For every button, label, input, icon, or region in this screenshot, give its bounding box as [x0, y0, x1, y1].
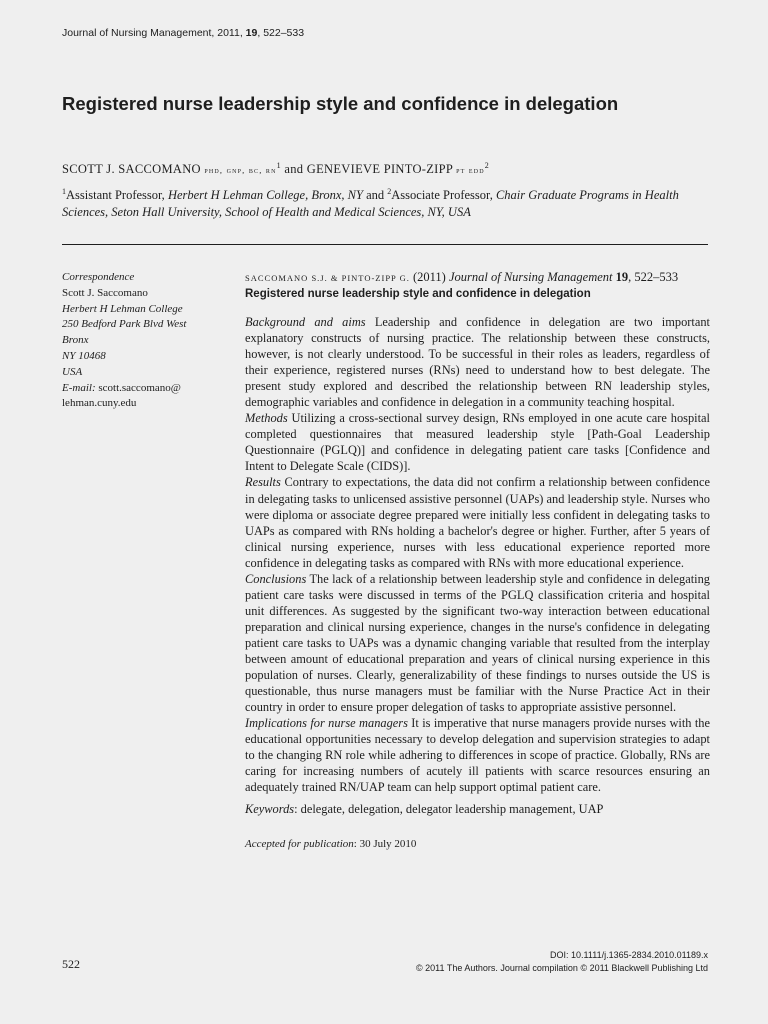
citation-pages: , 522–533 [628, 270, 679, 284]
abstract-implications [245, 715, 710, 795]
email-label: E-mail: [62, 381, 96, 394]
citation-authors: SACCOMANO S.J. & PINTO-ZIPP G. [245, 273, 410, 283]
affiliation-1-role: Assistant Professor, [66, 188, 168, 203]
page-number: 522 [62, 957, 80, 971]
author-1-affiliation-marker: 1 [276, 161, 281, 170]
journal-name: Journal of Nursing Management, 2011, [62, 27, 243, 39]
abstract-background-label: Background and aims [245, 315, 366, 329]
author-2-credentials: pt edd [456, 165, 485, 176]
copyright-line [416, 962, 708, 975]
correspondence-name: Scott J. Saccomano [62, 286, 148, 299]
abstract-methods-text: Utilizing a cross-sectional survey design, RNs employed in one acute care hospital completed questionnaires that measured leadership style [Path-Goal Leadership Questionnaire (PGLQ)] and confidence in delegating patient care tasks [Confidence and Intent to Delegate Scale (CIDS)]. [245, 411, 710, 474]
affiliations [62, 183, 722, 221]
correspondence-institution: Herbert H Lehman College [62, 302, 183, 315]
citation-line [245, 270, 710, 286]
author-line [62, 161, 489, 177]
header-divider [62, 244, 708, 245]
main-column [245, 270, 710, 851]
author-2-name: GENEVIEVE PINTO-ZIPP [306, 162, 453, 177]
copyright-publisher: 2011 Blackwell Publishing Ltd [587, 962, 708, 973]
journal-volume: 19 [245, 27, 258, 39]
citation-volume: 19 [615, 270, 629, 284]
abstract-results-text: Contrary to expectations, the data did not confirm a relationship between confidence in delegating tasks to unlicensed assistive personnel (UAPs) and leadership style. Nurses who were diploma or associate degree prepared were initially less confident in delegating tasks to UAPs as compared with RNs holding a bachelor's degree or higher. Further, after 5 years of clinical nursing experience, nurses with less educational experience reported more confidence in delegating tasks as compared with RNs with more educational experience. [245, 475, 710, 570]
abstract-implications-label: Implications for nurse managers [245, 716, 408, 731]
correspondence-country: USA [62, 365, 83, 378]
correspondence-block [62, 270, 232, 412]
abstract-methods-label: Methods [245, 411, 288, 426]
footer-doi-copyright [416, 949, 708, 974]
abstract-implications-text: It is imperative that nurse managers provide nurses with the educational opportunities necessary to develop delegation and supervision strategies to adapt to the changing RN role while adhering to differences in scope of practice. Globally, RNs are caring for increasing numbers of acutely ill patients with scarce resources ensuring an adequately trained RN/UAP team can help support optimal patient care. [245, 716, 710, 795]
keywords: Keywords: delegate, delegation, delegator leadership management, UAP [245, 802, 604, 817]
author-2-affiliation-marker: 2 [484, 161, 490, 170]
copyright-symbol-publisher: © [580, 962, 588, 973]
journal-pages: , 522–533 [257, 27, 305, 39]
abstract-results [245, 474, 710, 570]
correspondence-address-line1: 250 Bedford Park Blvd West [62, 318, 187, 331]
affiliation-2-role: Associate Professor, [391, 188, 496, 203]
abstract-background [245, 314, 710, 410]
keywords-label: Keywords [245, 802, 295, 817]
accepted-date: 30 July 2010 [359, 838, 417, 851]
accepted-label: Accepted for publication [245, 838, 354, 851]
affiliation-1-marker: 1 [62, 187, 66, 196]
accepted-for-publication: Accepted for publication: 30 July 2010 [245, 838, 417, 851]
keywords-text: delegate, delegation, delegator leadership management, UAP [300, 802, 604, 817]
abstract-background-text: Leadership and confidence in delegation are two important explanatory constructs of nursing practice. The relationship between these constructs, however, is not clearly understood. To be successful in their roles as leaders, regardless of their experience, registered nurses (RNs) need to understand how to best delegate. The present study explored and described the relationship between RN leadership styles, demographic variables and confidence in delegation in a community teaching hospital. [245, 315, 710, 410]
abstract-results-label: Results [245, 475, 281, 490]
affiliation-1-place: Herbert H Lehman College, Bronx, NY [167, 188, 363, 203]
citation-journal: Journal of Nursing Management [448, 270, 613, 284]
correspondence-heading: Correspondence [62, 271, 135, 283]
correspondence-address-line3: NY 10468 [62, 349, 106, 362]
author-joiner: and [284, 162, 304, 177]
doi[interactable]: DOI: 10.1111/j.1365-2834.2010.01189.x [550, 950, 708, 960]
abstract-conclusions-label: Conclusions [245, 571, 307, 586]
affiliation-joiner: and [362, 188, 388, 203]
affiliation-2-marker: 2 [387, 187, 392, 196]
citation-title: Registered nurse leadership style and confidence in delegation [245, 288, 591, 300]
article-title: Registered nurse leadership style and confidence in delegation [62, 93, 619, 114]
citation-year: (2011) [412, 270, 446, 284]
email-address-part2[interactable]: lehman.cuny.edu [62, 397, 137, 410]
abstract [245, 314, 710, 795]
author-1-credentials: phd, gnp, bc, rn [204, 165, 277, 176]
email-address-part1[interactable]: scott.saccomano@ [98, 381, 181, 394]
correspondence-address-line2: Bronx [62, 334, 89, 347]
abstract-conclusions-text: The lack of a relationship between leadership style and confidence in delegating patient care tasks were discussed in terms of the PGLQ classification criteria and hospital unit differences. As suggested by the significant two-way interaction between educational preparation and clinical nursing experience, changes in the nurse's confidence in delegating patient care tasks to UAPs was a dynamic changing variable that resulted from the interplay between amount of educational preparation and years of clinical nursing experience in this population of nurses. Clearly, generalizability of these findings to nurses outside the US is questionable, thus nurse managers must be familiar with the Nurse Practice Act in their country in order to ensure proper delegation of tasks to appropriate assistive personnel. [245, 571, 710, 715]
copyright-authors: 2011 The Authors. Journal compilation [422, 962, 581, 973]
journal-running-header [62, 27, 304, 39]
abstract-methods [245, 410, 710, 474]
abstract-conclusions [245, 571, 710, 715]
affiliation-2-place: Chair Graduate Programs in Health Sciences, Seton Hall University, School of Health and Medical Sciences, NY, USA [62, 188, 679, 220]
author-1-name: SCOTT J. SACCOMANO [62, 162, 201, 177]
copyright-symbol-authors: © [416, 962, 423, 973]
